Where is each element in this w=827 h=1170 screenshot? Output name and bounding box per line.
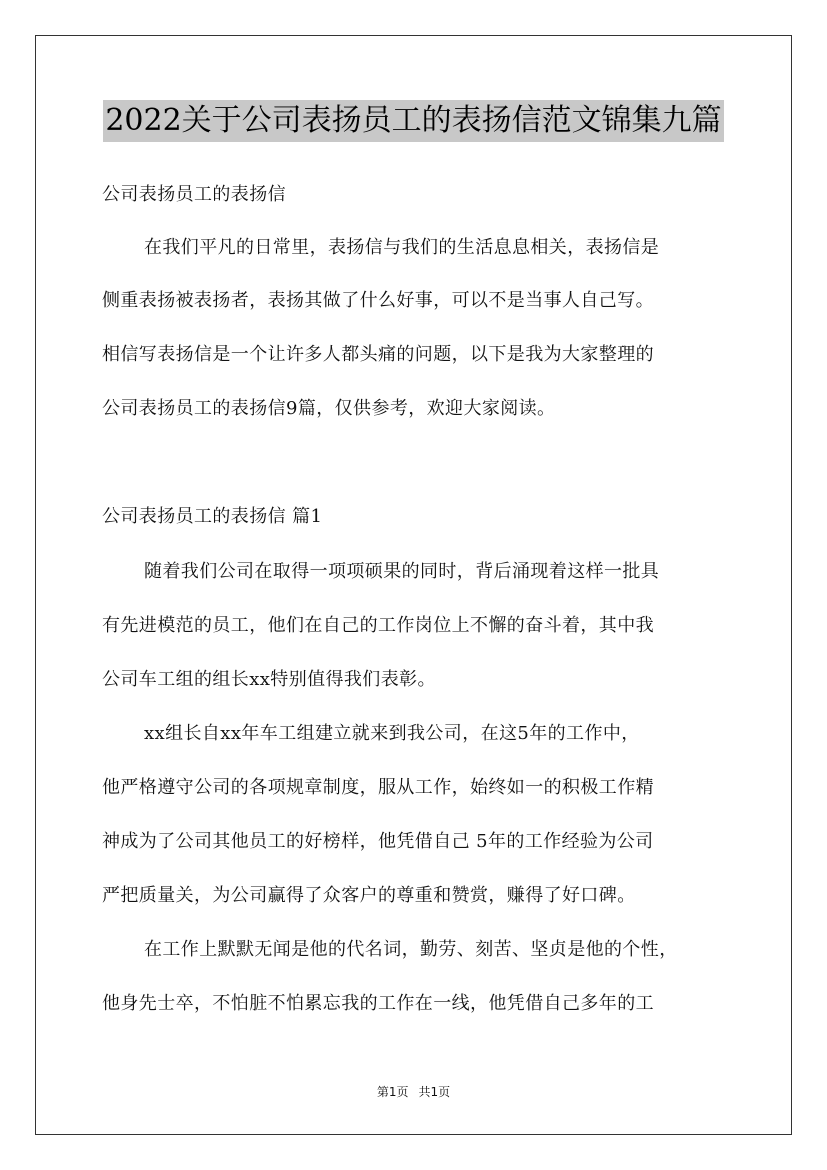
paragraph-line: 在我们平凡的日常里，表扬信与我们的生活息息相关，表扬信是 [144, 237, 660, 258]
paragraph-line: 侧重表扬被表扬者，表扬其做了什么好事，可以不是当事人自己写。 [102, 290, 654, 311]
page-number: 第1页 [376, 1085, 409, 1099]
title-container [0, 100, 827, 142]
paragraph-line: 神成为了公司其他员工的好榜样，他凭借自己 5年的工作经验为公司 [102, 831, 654, 852]
paragraph-line: 公司车工组的组长xx特别值得我们表彰。 [102, 669, 436, 690]
paragraph-line: 随着我们公司在取得一项项硕果的同时，背后涌现着这样一批具 [144, 561, 660, 582]
paragraph-line: 相信写表扬信是一个让许多人都头痛的问题，以下是我为大家整理的 [102, 344, 654, 365]
paragraph-line: 公司表扬员工的表扬信9篇，仅供参考，欢迎大家阅读。 [102, 398, 556, 419]
paragraph-line: 他严格遵守公司的各项规章制度，服从工作，始终如一的积极工作精 [102, 777, 654, 798]
paragraph-line: xx组长自xx年车工组建立就来到我公司，在这5年的工作中， [144, 723, 640, 744]
paragraph-line: 有先进模范的员工，他们在自己的工作岗位上不懈的奋斗着，其中我 [102, 615, 654, 636]
section-heading-intro: 公司表扬员工的表扬信 [102, 184, 286, 205]
paragraph-line: 严把质量关，为公司赢得了众客户的尊重和赞赏，赚得了好口碑。 [102, 885, 636, 906]
paragraph-line: 他身先士卒，不怕脏不怕累忘我的工作在一线，他凭借自己多年的工 [102, 993, 654, 1014]
page-footer [0, 1084, 827, 1100]
section-heading-part1: 公司表扬员工的表扬信 篇1 [102, 506, 323, 527]
paragraph-line: 在工作上默默无闻是他的代名词，勤劳、刻苦、坚贞是他的个性， [144, 939, 678, 960]
page-total: 共1页 [418, 1085, 451, 1099]
document-title: 2022关于公司表扬员工的表扬信范文锦集九篇 [103, 100, 723, 142]
